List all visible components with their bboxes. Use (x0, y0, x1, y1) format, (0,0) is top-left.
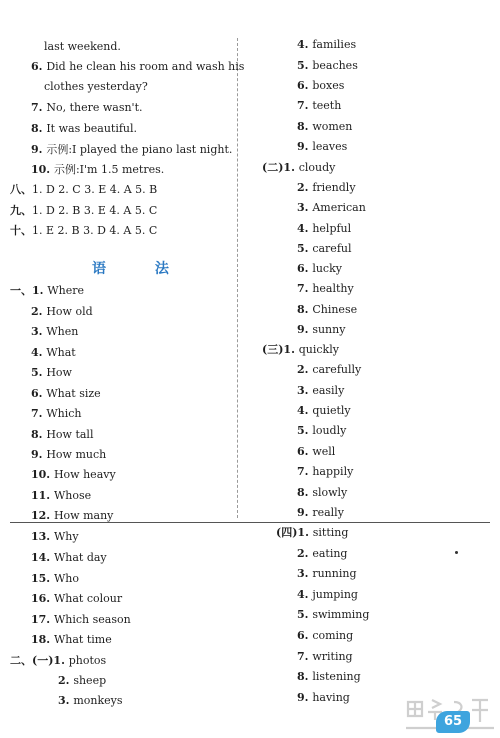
answer-text: boxes (312, 79, 345, 92)
answer-text: careful (312, 242, 352, 255)
item-number: 17. (31, 613, 54, 626)
column-divider (237, 38, 238, 518)
answer-text: How much (46, 448, 107, 461)
answer-text: easily (312, 384, 345, 397)
item-number: 9. (31, 448, 47, 461)
answer-line (58, 694, 123, 708)
answer-line (297, 140, 347, 154)
item-number: 3. (31, 325, 47, 338)
item-number: 7. (297, 465, 313, 478)
answer-text: friendly (312, 181, 356, 194)
answer-text: No, there wasn't. (46, 101, 143, 114)
answer-line (31, 163, 164, 177)
item-number: 6. (31, 387, 47, 400)
answer-line (297, 262, 342, 276)
answer-text: jumping (312, 588, 358, 601)
item-number: 4. (297, 404, 313, 417)
item-number: 12. (31, 509, 54, 522)
answer-line (297, 445, 335, 459)
answer-text: What size (46, 387, 101, 400)
answer-text: helpful (312, 222, 352, 235)
answer-text: swimming (312, 608, 370, 621)
answer-line (297, 650, 353, 664)
answer-text: listening (312, 670, 361, 683)
answer-text: running (312, 567, 357, 580)
item-number: 8. (297, 120, 313, 133)
answer-line (31, 60, 244, 74)
answer-text: really (312, 506, 344, 519)
item-number: 3. (297, 384, 313, 397)
item-number: 6. (297, 79, 313, 92)
answer-text: American (312, 201, 366, 214)
item-number: 7. (31, 407, 47, 420)
answer-line (31, 551, 107, 565)
item-number: 7. (31, 101, 47, 114)
answer-text: teeth (312, 99, 342, 112)
answer-text: How (46, 366, 72, 379)
answer-line (44, 40, 121, 54)
item-number: 1. (283, 343, 299, 356)
answer-text: What colour (53, 592, 123, 605)
answer-text: slowly (312, 486, 348, 499)
section-marker: 二、(一) (10, 654, 54, 667)
answer-line (31, 530, 79, 544)
answer-text: Did he clean his room and wash his (46, 60, 245, 73)
answer-line (297, 629, 353, 643)
answer-text: coming (312, 629, 354, 642)
answer-line (10, 224, 157, 238)
item-number: 1. (53, 654, 69, 667)
item-number: 18. (31, 633, 54, 646)
item-number: 8. (297, 670, 313, 683)
answer-text: 1. D 2. C 3. E 4. A 5. B (32, 183, 158, 196)
answer-line (297, 404, 351, 418)
answer-line (297, 181, 356, 195)
answer-text: cloudy (298, 161, 336, 174)
answer-text: What time (53, 633, 112, 646)
answer-line (297, 547, 347, 561)
answer-text: How many (53, 509, 114, 522)
answer-line (297, 424, 346, 438)
item-number: 6. (297, 445, 313, 458)
answer-line (31, 101, 143, 115)
answer-text: quietly (312, 404, 351, 417)
section-marker: 十、 (10, 224, 32, 237)
answer-line (297, 363, 361, 377)
answer-line (31, 305, 93, 319)
answer-text: carefully (312, 363, 362, 376)
answer-text: 示例:I'm 1.5 metres. (53, 163, 165, 176)
item-number: 6. (31, 60, 47, 73)
answer-text: How tall (46, 428, 94, 441)
answer-line (31, 489, 91, 503)
answer-text: having (312, 691, 350, 704)
answer-line (262, 343, 339, 357)
answer-line (44, 80, 148, 94)
answer-text: Which season (53, 613, 131, 626)
item-number: 5. (297, 59, 313, 72)
answer-line (31, 387, 101, 401)
item-number: 14. (31, 551, 54, 564)
answer-text: Which (46, 407, 82, 420)
item-number: 7. (297, 650, 313, 663)
answer-line (31, 592, 122, 606)
answer-text: families (312, 38, 357, 51)
answer-line (58, 674, 106, 688)
item-number: 4. (31, 346, 47, 359)
answer-text: What day (53, 551, 107, 564)
section-marker: 八、 (10, 183, 32, 196)
item-number: 4. (297, 588, 313, 601)
answer-text: monkeys (73, 694, 123, 707)
answer-line (31, 572, 79, 586)
answer-text: 1. E 2. B 3. D 4. A 5. C (32, 224, 158, 237)
section-marker: (四) (276, 526, 298, 539)
answer-line (297, 242, 352, 256)
item-number: 10. (31, 163, 54, 176)
answer-line (31, 346, 76, 360)
answer-line (297, 608, 369, 622)
answer-line (31, 143, 232, 157)
answer-line (297, 323, 345, 337)
item-number: 9. (31, 143, 47, 156)
answer-line (10, 204, 157, 218)
item-number: 9. (297, 323, 313, 336)
answer-text: How heavy (53, 468, 116, 481)
answer-text: women (312, 120, 353, 133)
item-number: 10. (31, 468, 54, 481)
answer-text: How old (46, 305, 93, 318)
item-number: 4. (297, 222, 313, 235)
stray-dot (455, 551, 458, 554)
answer-line (297, 79, 344, 93)
answer-line (31, 468, 116, 482)
answer-text: clothes yesterday? (44, 80, 148, 93)
answer-text: well (312, 445, 336, 458)
section-marker: 一、 (10, 284, 32, 297)
item-number: 2. (58, 674, 74, 687)
answer-text: eating (312, 547, 348, 560)
item-number: 15. (31, 572, 54, 585)
item-number: 13. (31, 530, 54, 543)
section-marker: (二) (262, 161, 284, 174)
item-number: 4. (297, 38, 313, 51)
item-number: 1. (32, 284, 48, 297)
item-number: 7. (297, 282, 313, 295)
answer-text: Chinese (312, 303, 358, 316)
item-number: 2. (297, 547, 313, 560)
answer-text: What (46, 346, 76, 359)
answer-line (31, 633, 112, 647)
answer-line (297, 38, 356, 52)
item-number: 8. (297, 303, 313, 316)
item-number: 2. (31, 305, 47, 318)
answer-text: sitting (312, 526, 349, 539)
answer-text: When (46, 325, 79, 338)
answer-text: sheep (73, 674, 107, 687)
answer-text: beaches (312, 59, 358, 72)
item-number: 2. (297, 181, 313, 194)
answer-line (10, 654, 106, 668)
answer-text: photos (68, 654, 107, 667)
answer-text: loudly (312, 424, 347, 437)
item-number: 3. (58, 694, 74, 707)
item-number: 7. (297, 99, 313, 112)
item-number: 3. (297, 201, 313, 214)
answer-text: lucky (312, 262, 342, 275)
answer-line (297, 465, 353, 479)
answer-line (31, 122, 137, 136)
answer-line (297, 59, 358, 73)
item-number: 8. (31, 428, 47, 441)
item-number: 16. (31, 592, 54, 605)
section-title: 语 法 (92, 261, 191, 277)
item-number: 11. (31, 489, 54, 502)
item-number: 5. (31, 366, 47, 379)
item-number: 6. (297, 629, 313, 642)
answer-line (297, 282, 354, 296)
answer-line (297, 384, 344, 398)
answer-line (297, 201, 366, 215)
item-number: 3. (297, 567, 313, 580)
answer-line (297, 670, 361, 684)
answer-text: Why (53, 530, 79, 543)
answer-text: healthy (312, 282, 354, 295)
answer-line (276, 526, 348, 540)
answer-text: quickly (298, 343, 339, 356)
item-number: 1. (283, 161, 299, 174)
answer-line (297, 99, 341, 113)
answer-text: leaves (312, 140, 348, 153)
answer-line (31, 428, 93, 442)
answer-text: Who (53, 572, 79, 585)
answer-text: 示例:I played the piano last night. (46, 143, 233, 156)
answer-line (297, 303, 357, 317)
answer-text: last weekend. (44, 40, 121, 53)
answer-line (297, 222, 351, 236)
item-number: 5. (297, 242, 313, 255)
answer-text: writing (312, 650, 353, 663)
page-number-badge: 65 (436, 711, 470, 733)
item-number: 8. (297, 486, 313, 499)
section-marker: (三) (262, 343, 284, 356)
section-marker: 九、 (10, 204, 32, 217)
answer-line (297, 588, 358, 602)
item-number: 6. (297, 262, 313, 275)
answer-line (262, 161, 335, 175)
answer-line (31, 509, 113, 523)
answer-line (31, 613, 131, 627)
answer-line (297, 120, 352, 134)
answer-line (10, 183, 157, 197)
item-number: 8. (31, 122, 47, 135)
answer-text: happily (312, 465, 354, 478)
answer-text: Whose (53, 489, 92, 502)
answer-text: It was beautiful. (46, 122, 138, 135)
answer-line (10, 284, 84, 298)
item-number: 5. (297, 424, 313, 437)
answer-text: 1. D 2. B 3. E 4. A 5. C (32, 204, 158, 217)
item-number: 9. (297, 691, 313, 704)
answer-line (31, 366, 72, 380)
answer-line (31, 325, 78, 339)
answer-line (297, 486, 347, 500)
answer-line (31, 407, 81, 421)
item-number: 2. (297, 363, 313, 376)
answer-line (297, 691, 350, 705)
answer-line (297, 506, 344, 520)
item-number: 1. (297, 526, 313, 539)
answer-text: Where (47, 284, 84, 297)
item-number: 9. (297, 506, 313, 519)
item-number: 5. (297, 608, 313, 621)
answer-line (297, 567, 356, 581)
item-number: 9. (297, 140, 313, 153)
answer-text: sunny (312, 323, 346, 336)
answer-line (31, 448, 106, 462)
